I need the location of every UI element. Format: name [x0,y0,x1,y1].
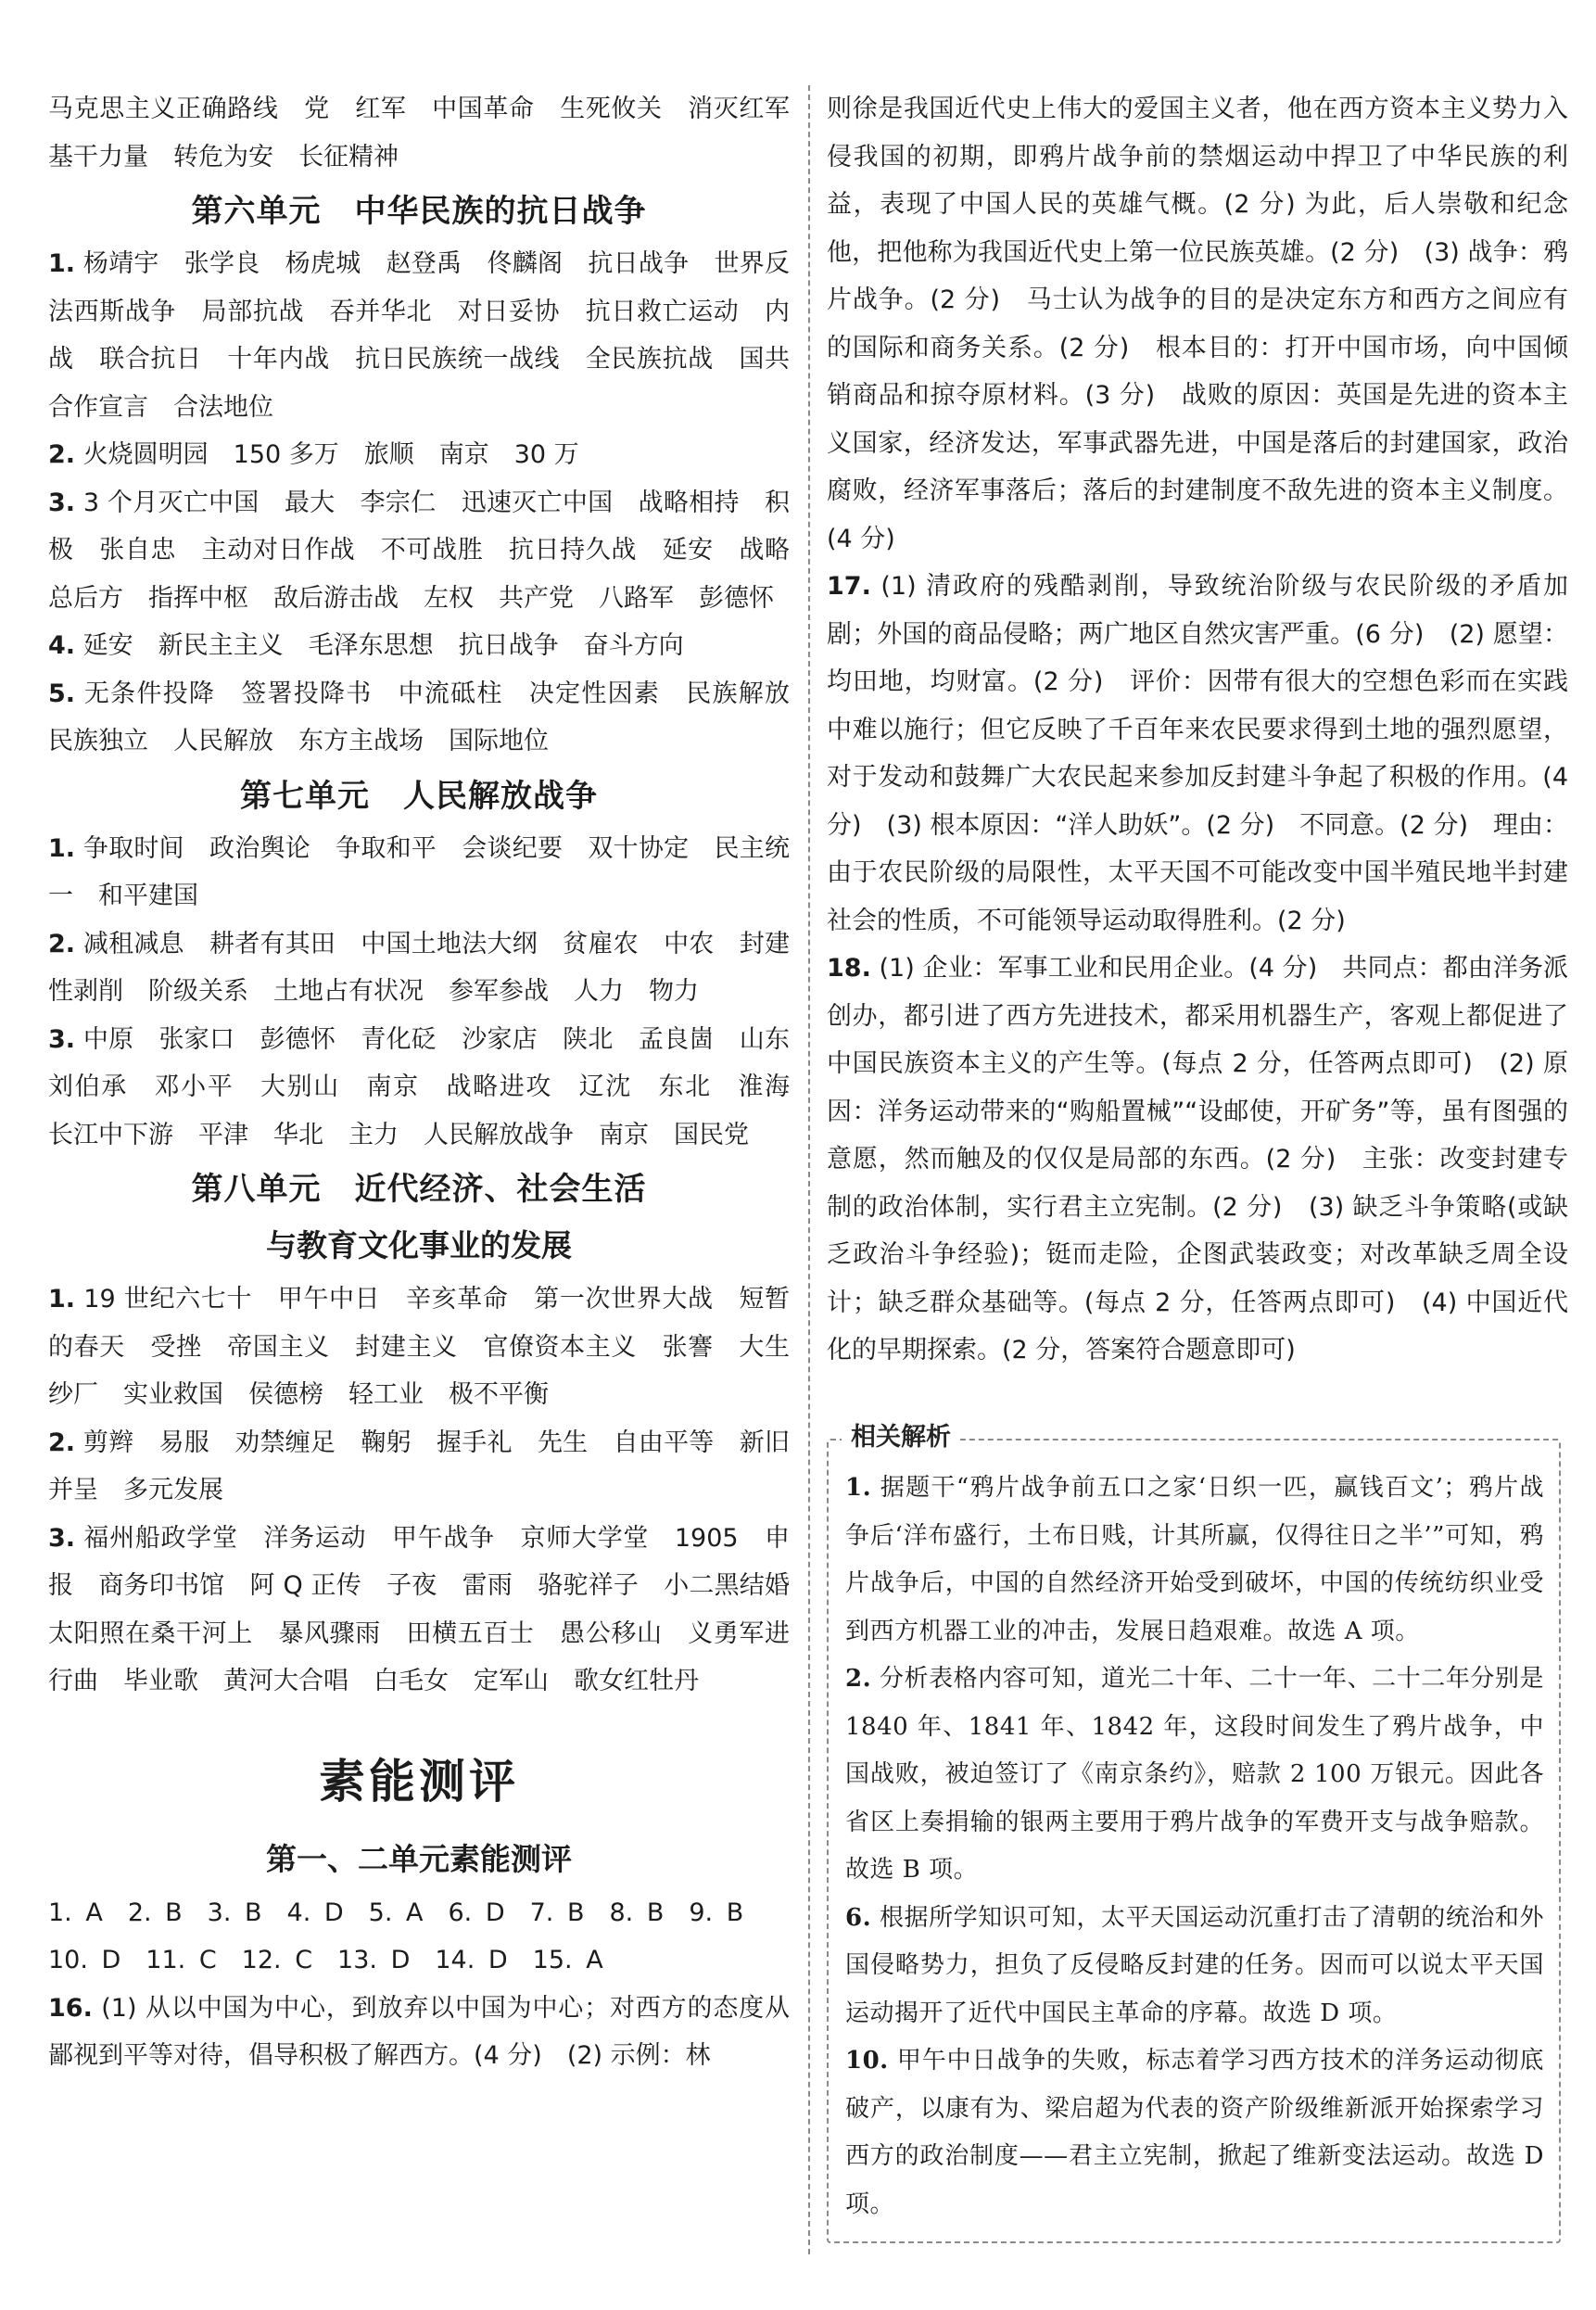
item-number: 6. [845,1903,872,1932]
test-title: 第一、二单元素能测评 [266,1840,572,1877]
item-text: 争取时间 政治舆论 争取和平 会谈纪要 双十协定 民主统一 和平建国 [48,833,790,910]
unit7-item-2 [48,920,790,1016]
unit7-heading [48,769,790,823]
item-text: 19 世纪六七十 甲午中日 辛亥革命 第一次世界大战 短暂的春天 受挫 帝国主义 封建主义 官僚资本主义 张謇 大生纱厂 实业救国 侯德榜 轻工业 极不平衡 [48,1285,790,1409]
analysis-item-1 [845,1465,1544,1656]
item-number: 1. [48,833,76,863]
q16-continuation: 则徐是我国近代史上伟大的爱国主义者，他在西方资本主义势力入侵我国的初期，即鸦片战争前的禁烟运动中捍卫了中华民族的利益，表现了中国人民的英雄气概。(2 分) 为此，后人崇敬和纪念他，把他称为我国近代史上第一位民族英雄。(2 分) (3) 战争：鸦片战争。(2 分) 马士认为战争的目的是决定东方和西方之间应有的国际和商务关系。(2 分) 根本目的：打开中国市场，向中国倾销商品和掠夺原材料。(3 分) 战败的原因：英国是先进的资本主义国家，经济发达，军事武器先进，中国是落后的封建国家，政治腐败，经济军事落后；落后的封建制度不敌先进的资本主义制度。(4 分) [827,95,1568,553]
item-text: 根据所学知识可知，太平天国运动沉重打击了清朝的统治和外国侵略势力，担负了反侵略反封建的任务。因而可以说太平天国运动揭开了近代中国民主革命的序幕。故选 D 项。 [845,1903,1544,2027]
item-number: 2. [48,440,76,469]
unit6-item-2 [48,431,790,479]
unit8-number: 第八单元 [191,1171,322,1208]
item-text: 福州船政学堂 洋务运动 甲午战争 京师大学堂 1905 申报 商务印书馆 阿 Q 正传 子夜 雷雨 骆驼祥子 小二黑结婚 太阳照在桑干河上 暴风骤雨 田横五百士 愚公移山 义勇军进行曲 毕业歌 黄河大合唱 白毛女 定军山 歌女红牡丹 [48,1523,815,1695]
analysis-item-10 [845,2037,1544,2228]
item-number: 16. [48,1993,93,2023]
item-number: 18. [827,954,871,983]
item-text: 甲午中日战争的失败，标志着学习西方技术的洋务运动彻底破产，以康有为、梁启超为代表的资产阶级维新派开始探索学习西方的政治制度——君主立宪制，掀起了维新变法运动。故选 D 项。 [845,2047,1544,2218]
analysis-title: 相关解析 [842,1422,960,1453]
item-text: 火烧圆明园 150 多万 旅顺 南京 30 万 [82,440,579,469]
item-text: 分析表格内容可知，道光二十年、二十一年、二十二年分别是 1840 年、1841 年、1842 年，这段时间发生了鸦片战争，中国战败，被迫签订了《南京条约》，赔款 2 100 万银元。因此各省区上奏捐输的银两主要用于鸦片战争的军费开支与战争赔款。故选 B 项。 [845,1665,1544,1884]
unit6-title: 中华民族的抗日战争 [354,193,647,230]
unit6-item-5 [48,670,815,766]
item-text: (1) 清政府的残酷剥削，导致统治阶级与农民阶级的矛盾加剧；外国的商品侵略；两广地区自然灾害严重。(6 分) (2) 愿望：均田地，均财富。(2 分) 评价：因带有很大的空想色彩而在实践中难以施行；但它反映了千百年来农民要求得到土地的强烈愿望，对于发动和鼓舞广大农民起来参加反封建斗争起了积极的作用。(4 分) (3) 根本原因：“洋人助妖”。(2 分) 不同意。(2 分) 理由：由于农民阶级的局限性，太平天国不可能改变中国半殖民地半封建社会的性质，不可能领导运动取得胜利。(2 分) [827,572,1569,935]
item-text: 杨靖宇 张学良 杨虎城 赵登禹 佟麟阁 抗日战争 世界反法西斯战争 局部抗战 吞并华北 对日妥协 抗日救亡运动 内战 联合抗日 十年内战 抗日民族统一战线 全民族抗战 国共合作宣言 合法地位 [48,249,790,422]
item-text: 据题干“鸦片战争前五口之家‘日织一匹，赢钱百文’；鸦片战争后‘洋布盛行，土布日贱，计其所赢，仅得往日之半’”可知，鸦片战争后，中国的自然经济开始受到破坏，中国的传统纺织业受到西方机器工业的冲击，发展日趋艰难。故选 A 项。 [845,1474,1545,1645]
analysis-body [845,1465,1544,2228]
analysis-item-6 [845,1895,1544,2038]
q18-answer [827,945,1568,1375]
analysis-item-2 [845,1656,1544,1895]
item-text: (1) 从以中国为中心，到放弃以中国为中心；对西方的态度从鄙视到平等对待，倡导积极了解西方。(4 分) (2) 示例：林 [48,1993,790,2070]
item-number: 3. [48,1523,76,1553]
unit6-item-3 [48,479,790,623]
item-number: 1. [48,1285,76,1314]
unit8-item-1 [48,1276,790,1419]
item-text: 3 个月灭亡中国 最大 李宗仁 迅速灭亡中国 战略相持 积极 张自忠 主动对日作战 不可战胜 抗日持久战 延安 战略总后方 指挥中枢 敌后游击战 左权 共产党 八路军 彭德怀 [48,488,790,613]
section-title: 素能测评 [319,1754,519,1809]
unit8-subtitle: 与教育文化事业的发展 [266,1227,572,1263]
q16-start [48,1985,790,2080]
unit8-heading [48,1162,790,1216]
item-number: 2. [48,1428,76,1457]
unit8-item-2 [48,1419,790,1515]
unit7-item-3 [48,1016,815,1160]
unit7-item-1 [48,825,790,920]
unit6-item-1 [48,240,790,431]
unit6-heading [48,184,790,238]
item-text: 中原 张家口 彭德怀 青化砭 沙家店 陕北 孟良崮 山东 刘伯承 邓小平 大别山 南京 战略进攻 辽沈 东北 淮海 长江中下游 平津 华北 主力 人民解放战争 南京 国民党 [48,1024,815,1149]
q17-answer [827,563,1568,945]
unit6-item-4 [48,622,790,670]
item-number: 2. [48,929,76,958]
item-number: 5. [48,679,76,708]
item-text: (1) 企业：军事工业和民用企业。(4 分) 共同点：都由洋务派创办，都引进了西方先进技术，都采用机器生产，客观上都促进了中国民族资本主义的产生等。(每点 2 分，任答两点即可) (2) 原因：洋务运动带来的“购船置械”“设邮使，开矿务”等，虽有图强的意愿，然而触及的仅仅是局部的东西。(2 分) 主张：改变封建专制的政治体制，实行君主立宪制。(2 分) (3) 缺乏斗争策略(或缺乏政治斗争经验)；铤而走险，企图武装政变；对改革缺乏周全设计；缺乏群众基础等。(每点 2 分，任答两点即可) (4) 中国近代化的早期探索。(2 分，答案符合题意即可) [827,954,1568,1364]
item-number: 17. [827,572,871,601]
left-column [48,85,815,2080]
item-number: 3. [48,1024,76,1054]
item-text: 剪辫 易服 劝禁缠足 鞠躬 握手礼 先生 自由平等 新旧并呈 多元发展 [48,1428,790,1504]
item-number: 2. [845,1665,872,1693]
item-number: 1. [845,1474,872,1502]
column-divider [808,85,810,2254]
item-number: 10. [845,2047,889,2075]
unit7-number: 第七单元 [240,777,370,815]
unit8-item-3 [48,1515,815,1706]
item-number: 4. [48,631,76,660]
item-text: 延安 新民主主义 毛泽东思想 抗日战争 奋斗方向 [82,631,684,660]
unit6-number: 第六单元 [191,193,322,230]
item-number: 1. [48,249,76,278]
item-text: 无条件投降 签署投降书 中流砥柱 决定性因素 民族解放 民族独立 人民解放 东方主战场 国际地位 [48,679,815,755]
item-text: 减租减息 耕者有其田 中国土地法大纲 贫雇农 中农 封建性剥削 阶级关系 土地占有状况 参军参战 人力 物力 [48,929,790,1006]
unit8-title: 近代经济、社会生活 [354,1171,647,1208]
item-number: 3. [48,488,76,517]
unit7-title: 人民解放战争 [403,777,598,815]
analysis-box [827,1423,1561,2243]
right-column [827,85,1568,1375]
choice-answers-row-2: 10. D 11. C 12. C 13. D 14. D 15. A [48,1946,603,1974]
intro-paragraph: 马克思主义正确路线 党 红军 中国革命 生死攸关 消灭红军 基干力量 转危为安 长征精神 [48,95,815,171]
choice-answers-row-1: 1. A 2. B 3. B 4. D 5. A 6. D 7. B 8. B 9. B [48,1898,744,1927]
